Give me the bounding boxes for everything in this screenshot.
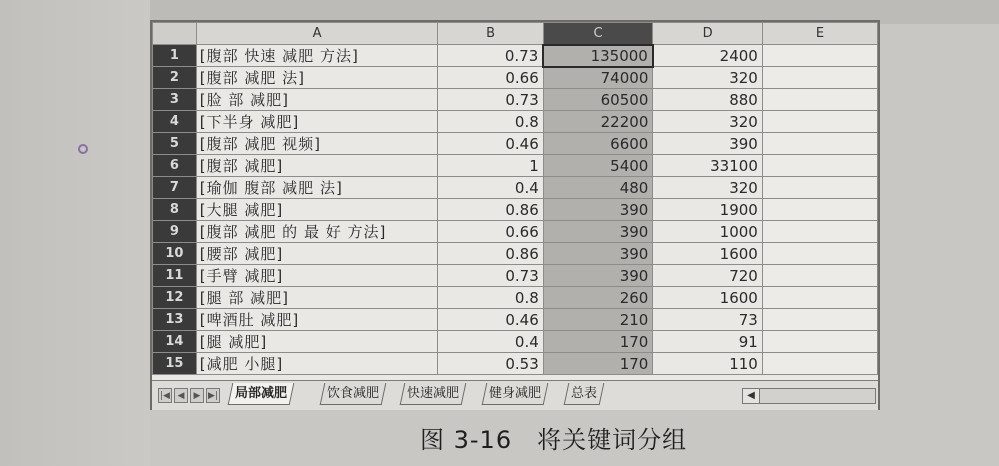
cell-a[interactable]: [手臂 减肥]	[196, 265, 438, 287]
next-sheet-icon[interactable]: ▶	[190, 388, 204, 403]
cell-c[interactable]: 5400	[543, 155, 653, 177]
row-header[interactable]: 11	[153, 265, 197, 287]
cell-e[interactable]	[762, 133, 877, 155]
table-row	[153, 133, 878, 155]
column-header-e[interactable]: E	[762, 23, 877, 45]
cell-e[interactable]	[762, 309, 877, 331]
cell-c[interactable]: 390	[543, 243, 653, 265]
cell-d[interactable]: 91	[653, 331, 763, 353]
cell-a[interactable]: [脸 部 减肥]	[196, 89, 438, 111]
background-left	[0, 0, 150, 466]
cell-c[interactable]: 60500	[543, 89, 653, 111]
cell-a[interactable]: [腹部 减肥 视频]	[196, 133, 438, 155]
row-header[interactable]: 12	[153, 287, 197, 309]
prev-sheet-icon[interactable]: ◀	[174, 388, 188, 403]
column-header-c[interactable]: C	[543, 23, 653, 45]
cell-b[interactable]: 0.73	[438, 89, 543, 111]
table-row	[153, 309, 878, 331]
table-row	[153, 331, 878, 353]
row-header[interactable]: 8	[153, 199, 197, 221]
cell-d[interactable]: 2400	[653, 45, 763, 67]
column-header-d[interactable]: D	[653, 23, 763, 45]
row-header[interactable]: 3	[153, 89, 197, 111]
cell-c[interactable]: 6600	[543, 133, 653, 155]
column-header-b[interactable]: B	[438, 23, 543, 45]
cell-e[interactable]	[762, 89, 877, 111]
cell-e[interactable]	[762, 265, 877, 287]
select-all-corner[interactable]	[153, 23, 197, 45]
table-row	[153, 111, 878, 133]
scroll-left-icon[interactable]: ◀	[743, 389, 760, 403]
cell-e[interactable]	[762, 221, 877, 243]
cell-e[interactable]	[762, 177, 877, 199]
cell-b[interactable]: 0.66	[438, 221, 543, 243]
cell-d[interactable]: 720	[653, 265, 763, 287]
cell-a[interactable]: [大腿 减肥]	[196, 199, 438, 221]
cell-b[interactable]: 0.46	[438, 309, 543, 331]
cell-d[interactable]: 1600	[653, 243, 763, 265]
cell-a[interactable]: [腹部 快速 减肥 方法]	[196, 45, 438, 67]
row-header[interactable]: 14	[153, 331, 197, 353]
cell-a[interactable]: [腿 部 减肥]	[196, 287, 438, 309]
cell-a[interactable]: [腿 减肥]	[196, 331, 438, 353]
tab-quick-diet[interactable]: 快速减肥	[400, 383, 467, 405]
table-row	[153, 353, 878, 375]
cell-c[interactable]: 170	[543, 331, 653, 353]
cell-e[interactable]	[762, 67, 877, 89]
cell-a[interactable]: [下半身 减肥]	[196, 111, 438, 133]
table-row	[153, 177, 878, 199]
table-row	[153, 243, 878, 265]
column-header-a[interactable]: A	[196, 23, 438, 45]
tab-local-diet[interactable]: 局部减肥	[228, 383, 295, 405]
row-header[interactable]: 7	[153, 177, 197, 199]
cell-d[interactable]: 390	[653, 133, 763, 155]
cell-a[interactable]: [腹部 减肥 的 最 好 方法]	[196, 221, 438, 243]
last-sheet-icon[interactable]: ▶|	[206, 388, 220, 403]
cell-b[interactable]: 0.86	[438, 243, 543, 265]
cell-d[interactable]: 1600	[653, 287, 763, 309]
cell-d[interactable]: 320	[653, 111, 763, 133]
row-header[interactable]: 9	[153, 221, 197, 243]
cell-a[interactable]: [腰部 减肥]	[196, 243, 438, 265]
cell-d[interactable]: 110	[653, 353, 763, 375]
horizontal-scrollbar[interactable]	[742, 388, 876, 404]
cell-a[interactable]: [瑜伽 腹部 减肥 法]	[196, 177, 438, 199]
row-header[interactable]: 2	[153, 67, 197, 89]
cell-c[interactable]: 390	[543, 221, 653, 243]
spreadsheet-window	[150, 20, 880, 410]
row-header[interactable]: 5	[153, 133, 197, 155]
cell-b[interactable]: 0.53	[438, 353, 543, 375]
cell-b[interactable]: 1	[438, 155, 543, 177]
cell-d[interactable]: 33100	[653, 155, 763, 177]
row-header[interactable]: 6	[153, 155, 197, 177]
cell-b[interactable]: 0.8	[438, 287, 543, 309]
table-row	[153, 221, 878, 243]
cell-e[interactable]	[762, 45, 877, 67]
cell-e[interactable]	[762, 155, 877, 177]
spreadsheet-grid	[152, 22, 878, 375]
cell-a[interactable]: [腹部 减肥 法]	[196, 67, 438, 89]
row-header[interactable]: 13	[153, 309, 197, 331]
cell-a[interactable]: [减肥 小腿]	[196, 353, 438, 375]
cell-b[interactable]: 0.73	[438, 265, 543, 287]
cell-e[interactable]	[762, 353, 877, 375]
cell-c[interactable]: 170	[543, 353, 653, 375]
cell-b[interactable]: 0.66	[438, 67, 543, 89]
cell-b[interactable]: 0.86	[438, 199, 543, 221]
cell-c[interactable]: 480	[543, 177, 653, 199]
cell-d[interactable]: 320	[653, 177, 763, 199]
table-row	[153, 45, 878, 67]
table-row	[153, 89, 878, 111]
cell-c[interactable]: 74000	[543, 67, 653, 89]
cell-b[interactable]: 0.46	[438, 133, 543, 155]
tab-fitness-diet[interactable]: 健身减肥	[482, 383, 549, 405]
cell-b[interactable]: 0.4	[438, 331, 543, 353]
row-header[interactable]: 10	[153, 243, 197, 265]
table-row	[153, 67, 878, 89]
tab-food-diet[interactable]: 饮食减肥	[320, 383, 387, 405]
table-row	[153, 265, 878, 287]
table-row	[153, 155, 878, 177]
cell-d[interactable]: 73	[653, 309, 763, 331]
cell-c[interactable]: 210	[543, 309, 653, 331]
cell-c[interactable]: 260	[543, 287, 653, 309]
row-header[interactable]: 1	[153, 45, 197, 67]
cell-d[interactable]: 1900	[653, 199, 763, 221]
cell-c[interactable]: 390	[543, 265, 653, 287]
cell-e[interactable]	[762, 199, 877, 221]
cell-e[interactable]	[762, 331, 877, 353]
pointer-mark	[78, 144, 88, 154]
figure-caption: 图 3-16 将关键词分组	[420, 426, 688, 454]
cell-c[interactable]: 22200	[543, 111, 653, 133]
row-header[interactable]: 4	[153, 111, 197, 133]
table-row	[153, 199, 878, 221]
cell-a[interactable]: [啤酒肚 减肥]	[196, 309, 438, 331]
cell-e[interactable]	[762, 243, 877, 265]
sheet-tab-bar	[152, 380, 878, 410]
tab-summary[interactable]: 总表	[564, 383, 605, 405]
cell-c[interactable]: 135000	[543, 45, 653, 67]
cell-e[interactable]	[762, 111, 877, 133]
first-sheet-icon[interactable]: |◀	[158, 388, 172, 403]
cell-d[interactable]: 1000	[653, 221, 763, 243]
cell-b[interactable]: 0.8	[438, 111, 543, 133]
cell-d[interactable]: 320	[653, 67, 763, 89]
cell-c[interactable]: 390	[543, 199, 653, 221]
cell-b[interactable]: 0.73	[438, 45, 543, 67]
cell-e[interactable]	[762, 287, 877, 309]
column-header-row	[153, 23, 878, 45]
cell-d[interactable]: 880	[653, 89, 763, 111]
cell-a[interactable]: [腹部 减肥]	[196, 155, 438, 177]
cell-b[interactable]: 0.4	[438, 177, 543, 199]
row-header[interactable]: 15	[153, 353, 197, 375]
table-row	[153, 287, 878, 309]
